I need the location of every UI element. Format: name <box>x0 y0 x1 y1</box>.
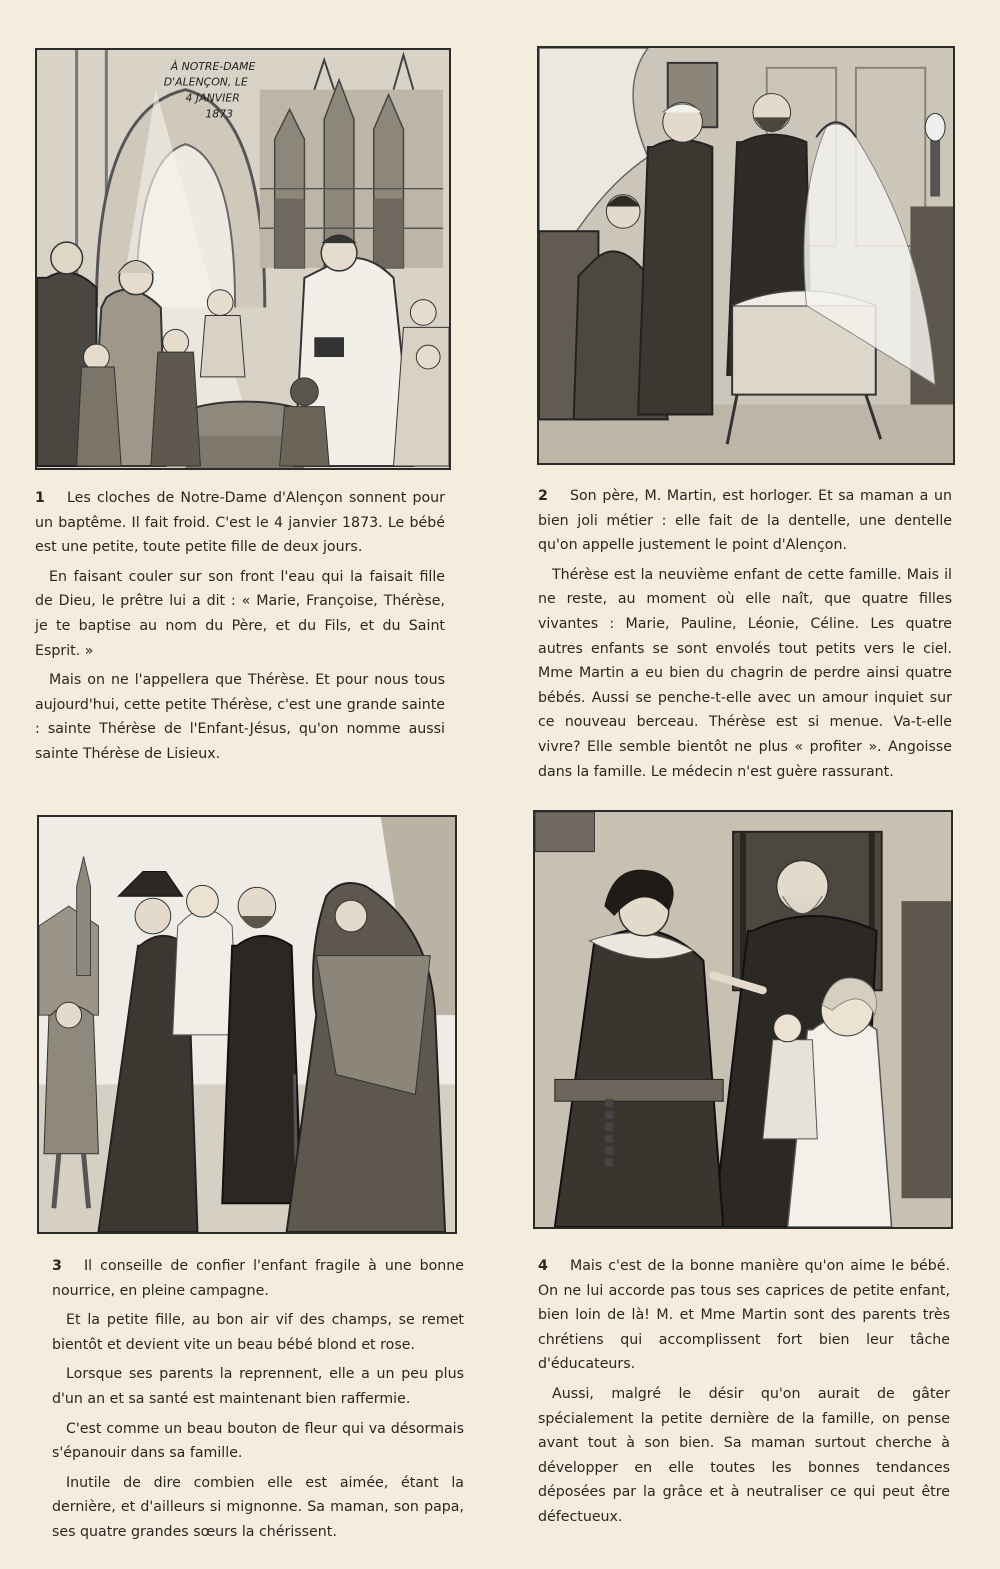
cradle-scene-drawing <box>539 48 953 463</box>
panel-3-paragraph-1-text: Il conseille de confier l'enfant fragile à une bonne nourrice, en pleine campagne. <box>52 1258 464 1299</box>
panel-4-paragraph-1 <box>538 1254 950 1377</box>
baptism-scene-drawing <box>37 50 449 468</box>
panel-4-number: 4 <box>538 1258 548 1274</box>
panel-3-paragraph-2: Et la petite fille, au bon air vif des champs, se remet bientôt et devient vite un beau bébé blond et rose. <box>52 1312 464 1353</box>
panel-4-illustration <box>533 810 953 1229</box>
panel-4-paragraph-1-text: Mais c'est de la bonne manière qu'on aime le bébé. On ne lui accorde pas tous ses caprices de petite enfant, bien loin de là! M. et Mme Martin sont des parents très chrétiens qui accomplissent fort bien leur tâche d'éducateurs. <box>538 1258 950 1373</box>
panel-4-caption <box>538 1254 950 1535</box>
panel-2-number: 2 <box>538 488 548 504</box>
panel-1-tag-line-2: D'ALENÇON, LE <box>163 75 248 89</box>
panel-2-paragraph-1 <box>538 484 952 558</box>
panel-3-paragraph-5: Inutile de dire combien elle est aimée, étant la dernière, et d'ailleurs si mignonne. Sa maman, son papa, ses quatre grandes sœurs la chérissent. <box>52 1474 464 1540</box>
panel-2-caption <box>538 484 952 789</box>
panel-3-paragraph-4: C'est comme un beau bouton de fleur qui va désormais s'épanouir dans sa famille. <box>52 1420 464 1462</box>
panel-2-illustration <box>537 46 955 465</box>
panel-4-paragraph-2: Aussi, malgré le désir qu'on aurait de gâter spécialement la petite dernière de la famille, on pense avant tout à son bien. Sa maman surtout cherche à développer en elle toutes les bonnes tendances déposées par la grâce et à neutraliser ce qui peut être défectueux. <box>538 1385 950 1525</box>
panel-1-number: 1 <box>35 490 45 506</box>
panel-1-paragraph-1-text: Les cloches de Notre-Dame d'Alençon sonnent pour un baptême. Il fait froid. C'est le 4 janvier 1873. Le bébé est une petite, toute petite fille de deux jours. <box>35 490 445 556</box>
panel-1-paragraph-1 <box>35 486 445 560</box>
panel-3-number: 3 <box>52 1258 62 1274</box>
panel-1-paragraph-2: En faisant couler sur son front l'eau qui la faisait fille de Dieu, le prêtre lui a dit : « Marie, Françoise, Thérèse, je te baptise au nom du Père, et du Fils, et du Saint Esprit. » <box>35 568 445 659</box>
village-nurse-scene-drawing <box>39 817 455 1232</box>
panel-1-caption <box>35 486 445 772</box>
panel-1-illustration <box>35 48 451 470</box>
panel-3-paragraph-3: Lorsque ses parents la reprennent, elle a un peu plus d'un an et sa santé est maintenant bien raffermie. <box>52 1366 464 1407</box>
panel-3-illustration <box>37 815 457 1234</box>
panel-2-paragraph-2: Thérèse est la neuvième enfant de cette famille. Mais il ne reste, au moment où elle naît, que quatre filles vivantes : Marie, Pauline, Léonie, Céline. Les quatre autres enfants se sont envolés tout petits vers le ciel. Mme Martin a eu bien du chagrin de perdre ainsi quatre bébés. Aussi se penche-t-elle avec un amour inquiet sur ce nouveau berceau. Thérèse est si menue. Va-t-elle vivre? Elle semble bientôt ne plus « profiter ». Angoisse dans la famille. Le médecin n'est guère rassurant. <box>538 566 952 780</box>
panel-1-tag-line-3: 4 JANVIER <box>185 91 240 105</box>
panel-1-tag-line-4: 1873 <box>205 107 234 121</box>
panel-2-paragraph-1-text: Son père, M. Martin, est horloger. Et sa maman a un bien joli métier : elle fait de la dentelle, une dentelle qu'on appelle justement le point d'Alençon. <box>538 488 952 554</box>
panel-3-paragraph-1 <box>52 1254 464 1303</box>
panel-1-tag-line-1: À NOTRE-DAME <box>170 59 256 73</box>
parlor-scene-drawing <box>535 812 951 1227</box>
panel-1-paragraph-3: Mais on ne l'appellera que Thérèse. Et pour nous tous aujourd'hui, cette petite Thérèse, c'est une grande sainte : sainte Thérèse de l'Enfant-Jésus, qu'on nomme aussi sainte Thérèse de Lisieux. <box>35 672 445 762</box>
panel-3-caption <box>52 1254 464 1550</box>
